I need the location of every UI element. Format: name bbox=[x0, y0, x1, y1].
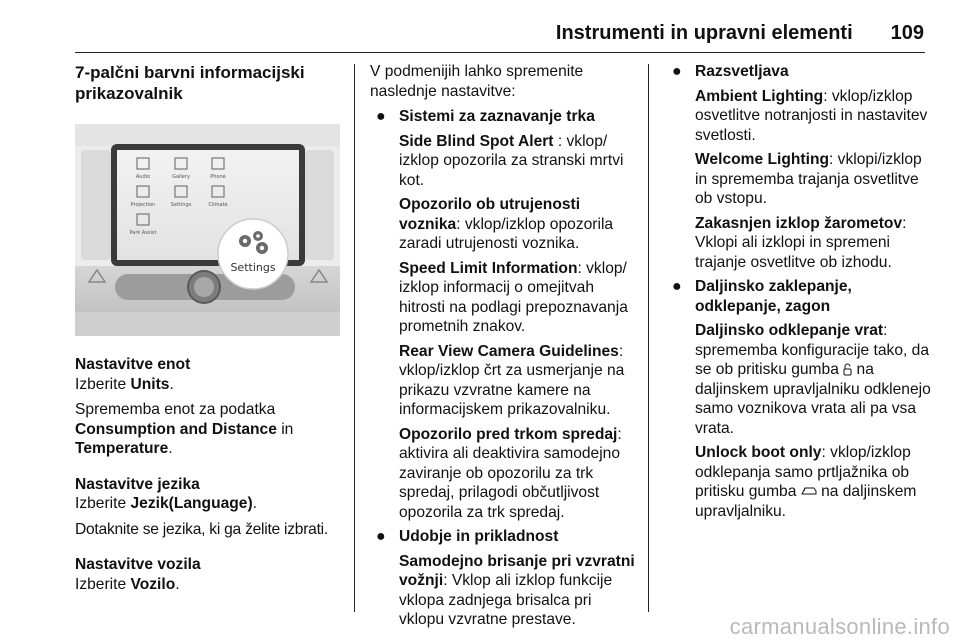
item-text: : vklop/izklop odklepanja samo prtljažnika ob pritisku gumba bbox=[695, 444, 911, 500]
units-heading: Nastavitve enot bbox=[75, 356, 191, 373]
item-text: : Vklopi ali izklopi in spremeni trajanje osvetlitve ob izhodu. bbox=[695, 214, 907, 271]
settings-callout bbox=[218, 219, 288, 289]
section-title: 7-palčni barvni informacijski prikazovalnik bbox=[75, 63, 305, 103]
boot-icon bbox=[801, 485, 817, 497]
item-ambient-lighting bbox=[695, 87, 931, 146]
remote-locking-title: Daljinsko zaklepanje, odklepanje, zagon bbox=[695, 278, 852, 315]
column-2 bbox=[370, 62, 635, 635]
screen-label-phone: Phone bbox=[210, 174, 226, 180]
bullet-title bbox=[399, 527, 635, 547]
item-remote-door-unlock bbox=[695, 321, 931, 438]
callout-settings-label: Settings bbox=[230, 261, 276, 274]
column-3 bbox=[666, 62, 931, 526]
item-bold: Welcome Lighting bbox=[695, 151, 829, 168]
collision-systems-title: Sistemi za zaznavanje trka bbox=[399, 108, 595, 125]
units-consumption-distance: Consumption and Distance bbox=[75, 420, 277, 438]
item-side-blind-spot bbox=[399, 132, 635, 191]
bullet-collision-systems bbox=[370, 107, 635, 522]
item-text: : sprememba konfiguracije tako, da se ob pritisku gumba bbox=[695, 322, 930, 378]
item-bold: Speed Limit Information bbox=[399, 259, 578, 277]
bullet-dot: ● bbox=[672, 278, 682, 295]
item-unlock-boot-only bbox=[695, 443, 931, 521]
item-bold: Side Blind Spot Alert bbox=[399, 132, 554, 150]
units-line2-prefix: Sprememba enot za podatka bbox=[75, 401, 276, 418]
item-bold: Unlock boot only bbox=[695, 444, 822, 461]
vehicle-select-line bbox=[75, 575, 343, 595]
language-line1-prefix: Izberite bbox=[75, 495, 131, 512]
item-speed-limit bbox=[399, 259, 635, 337]
language-menu-name: Jezik(Language) bbox=[130, 495, 253, 512]
page-title: Instrumenti in upravni elementi bbox=[555, 21, 853, 44]
watermark: carmanualsonline.info bbox=[729, 614, 950, 639]
units-temperature: Temperature bbox=[75, 440, 169, 457]
vehicle-menu-name: Vozilo bbox=[130, 575, 176, 593]
language-description: Dotaknite se jezika, ki ga želite izbrati. bbox=[75, 520, 328, 538]
item-headlamp-delay bbox=[695, 214, 931, 273]
item-text: : vklop/izklop osvetlitve notranjosti in nastavitev svetlosti. bbox=[695, 87, 928, 144]
item-text: : vklop/izklop črt za usmerjanje na prikazu vzvratne kamere na informacijskem prikazovalniku. bbox=[399, 342, 625, 418]
column-1 bbox=[75, 62, 343, 594]
lighting-title: Razsvetljava bbox=[695, 63, 789, 80]
bullet-title bbox=[695, 62, 931, 82]
screen-label-gallery: Gallery bbox=[172, 174, 190, 180]
screen-label-climate: Climate bbox=[208, 202, 228, 208]
item-auto-rear-wiper bbox=[399, 552, 635, 630]
units-line2-mid: in bbox=[276, 420, 294, 438]
language-heading: Nastavitve jezika bbox=[75, 475, 200, 493]
bullet-lighting bbox=[666, 62, 931, 272]
screen-label-park-assist: Park Assist bbox=[129, 230, 157, 236]
header-rule bbox=[75, 52, 925, 53]
page-number: 109 bbox=[890, 21, 924, 44]
units-description bbox=[75, 400, 343, 459]
item-text: : vklop/izklop opozorila zaradi utrujenosti voznika. bbox=[399, 215, 614, 252]
language-select-line bbox=[75, 494, 343, 514]
page-header bbox=[75, 20, 924, 46]
screen-label-settings: Settings bbox=[170, 202, 192, 208]
bullet-comfort bbox=[370, 527, 635, 630]
item-driver-fatigue bbox=[399, 195, 635, 254]
vehicle-heading: Nastavitve vozila bbox=[75, 556, 201, 573]
bullet-title bbox=[695, 277, 931, 316]
item-bold: Zakasnjen izklop žarometov bbox=[695, 214, 903, 232]
screen-label-projection: Projection bbox=[130, 202, 156, 208]
item-bold: Opozorilo ob utrujenosti voznika bbox=[399, 196, 581, 233]
item-text: : vklop/ izklop informacij o omejitvah hitrosti na podlagi prepoznavanja prometnih znakov. bbox=[399, 259, 628, 335]
units-line2-suffix: . bbox=[168, 440, 173, 457]
vehicle-line1-prefix: Izberite bbox=[75, 575, 131, 593]
column-divider-1 bbox=[354, 64, 355, 612]
language-line1-suffix: . bbox=[252, 495, 258, 512]
bullet-title bbox=[399, 107, 635, 127]
item-text: : vklop/ izklop opozorila za stranski mrtvi kot. bbox=[399, 132, 624, 189]
bullet-dot: ● bbox=[376, 108, 386, 125]
bullet-dot: ● bbox=[672, 63, 682, 80]
units-line1-prefix: Izberite bbox=[75, 375, 131, 393]
infotainment-display-photo bbox=[75, 124, 340, 336]
item-text: na daljinskem upravljalniku. bbox=[695, 483, 917, 520]
screen-label-audio: Audio bbox=[135, 174, 151, 180]
column-divider-2 bbox=[648, 64, 649, 612]
item-bold: Daljinsko odklepanje vrat bbox=[695, 322, 884, 339]
item-text: : vklopi/izklop in sprememba trajanja osvetlitve ob vstopu. bbox=[695, 151, 922, 207]
comfort-title: Udobje in prikladnost bbox=[399, 528, 559, 545]
bullet-dot: ● bbox=[376, 528, 386, 545]
item-text: : aktivira ali deaktivira samodejno zaviranje ob opozorilu za trk spredaj, prilagodi občutljivost opozorila za trk spredaj. bbox=[399, 425, 622, 521]
item-front-collision bbox=[399, 425, 635, 523]
submenu-intro: V podmenijih lahko spremenite naslednje nastavitve: bbox=[370, 63, 584, 100]
item-welcome-lighting bbox=[695, 150, 931, 209]
item-rear-camera-guidelines bbox=[399, 342, 635, 420]
bullet-remote-locking bbox=[666, 277, 931, 521]
item-bold: Ambient Lighting bbox=[695, 87, 824, 105]
units-line1-suffix: . bbox=[169, 375, 174, 393]
item-text: na daljinskem upravljalniku odklenejo samo voznikova vrata ali pa vsa vrata. bbox=[695, 361, 931, 437]
item-bold: Opozorilo pred trkom spredaj bbox=[399, 425, 618, 443]
item-bold: Rear View Camera Guidelines bbox=[399, 342, 619, 360]
vehicle-line1-suffix: . bbox=[175, 575, 180, 593]
units-menu-name: Units bbox=[130, 375, 170, 393]
unlock-icon bbox=[843, 363, 852, 376]
item-text: : Vklop ali izklop funkcije vklopa zadnjega brisalca pri vklopu vzvratne prestave. bbox=[399, 572, 613, 628]
units-select-line bbox=[75, 375, 343, 395]
item-bold: Samodejno brisanje pri vzvratni vožnji bbox=[399, 552, 635, 589]
